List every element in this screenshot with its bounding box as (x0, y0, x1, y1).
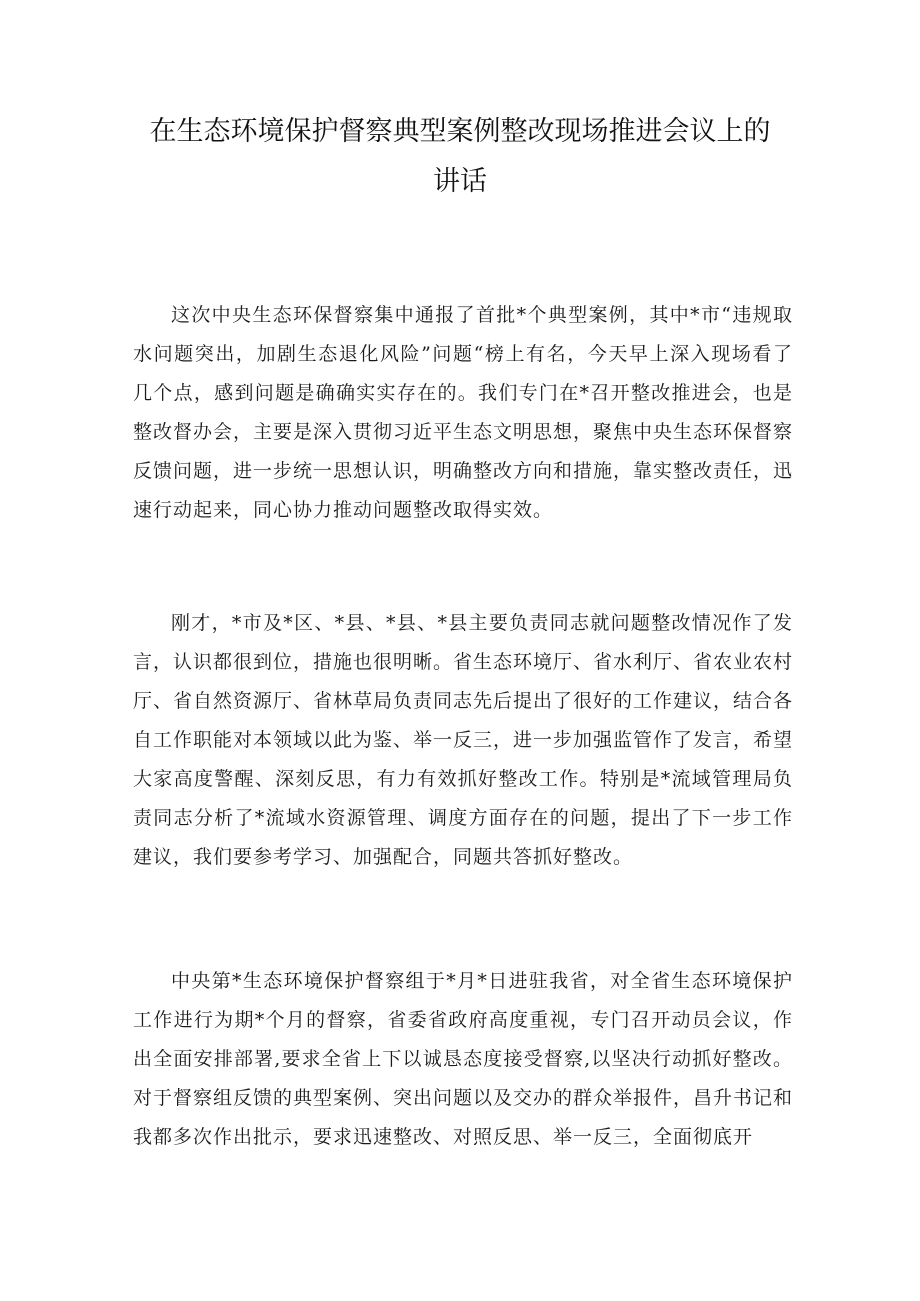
paragraph-2: 刚才，*市及*区、*县、*县、*县主要负责同志就问题整改情况作了发言，认识都很到位，措施也很明晰。省生态环境厅、省水利厅、省农业农村厅、省自然资源厅、省林草局负责同志先后提出了很好的工作建议，结合各自工作职能对本领域以此为鉴、举一反三，进一步加强监管作了发言，希望大家高度警醒、深刻反思，有力有效抓好整改工作。特别是*流域管理局负责同志分析了*流域水资源管理、调度方面存在的问题，提出了下一步工作建议，我们要参考学习、加强配合，同题共答抓好整改。 (133, 612, 794, 868)
paragraph-1: 这次中央生态环保督察集中通报了首批*个典型案例，其中*市“违规取水问题突出，加剧生态退化风险”问题“榜上有名，今天早上深入现场看了几个点，感到问题是确确实实存在的。我们专门在*召开整改推进会，也是整改督办会，主要是深入贯彻习近平生态文明思想，聚焦中央生态环保督察反馈问题，进一步统一思想认识，明确整改方向和措施，靠实整改责任，迅速行动起来，同心协力推动问题整改取得实效。 (133, 304, 794, 521)
document-title-line-1: 在生态环境保护督察典型案例整改现场推进会议上的 (149, 116, 771, 147)
document-title-line-2: 讲话 (433, 166, 487, 197)
paragraph-3: 中央第*生态环境保护督察组于*月*日进驻我省，对全省生态环境保护工作进行为期*个月的督察，省委省政府高度重视，专门召开动员会议，作出全面安排部署,要求全省上下以诚恳态度接受督察,以坚决行动抓好整改。对于督察组反馈的典型案例、突出问题以及交办的群众举报件，昌升书记和我都多次作出批示，要求迅速整改、对照反思、举一反三，全面彻底开 (133, 970, 794, 1148)
